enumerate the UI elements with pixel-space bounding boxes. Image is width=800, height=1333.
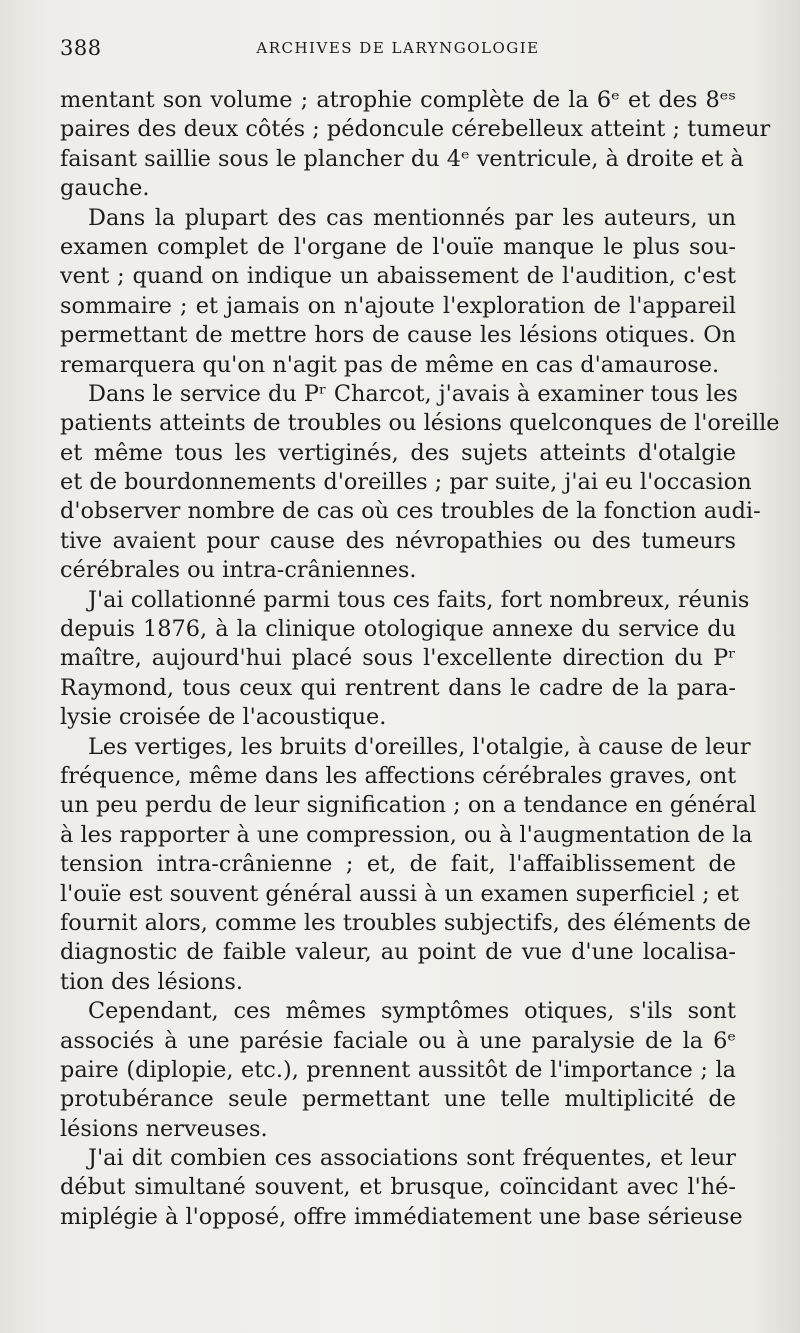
text-line: associés à une parésie faciale ou à une paralysie de la 6ᵉ	[60, 1027, 736, 1054]
page-header	[60, 36, 736, 66]
text-line: fréquence, même dans les affections cérébrales graves, ont	[60, 762, 737, 789]
text-line: lysie croisée de l'acoustique.	[60, 704, 387, 731]
text-line: et même tous les vertiginés, des sujets atteints d'otalgie	[60, 439, 736, 466]
text-line: un peu perdu de leur signification ; on a tendance en général	[60, 792, 757, 819]
text-line: patients atteints de troubles ou lésions quelconques de l'oreille	[60, 410, 780, 437]
text-line: J'ai collationné parmi tous ces faits, fort nombreux, réunis	[88, 586, 750, 613]
text-line: à les rapporter à une compression, ou à l'augmentation de la	[60, 821, 753, 848]
text-line: Dans le service du Pʳ Charcot, j'avais à examiner tous les	[88, 380, 738, 407]
text-line: J'ai dit combien ces associations sont fréquentes, et leur	[88, 1145, 736, 1172]
text-line: Raymond, tous ceux qui rentrent dans le cadre de la para-	[60, 674, 736, 701]
text-line: cérébrales ou intra-crâniennes.	[60, 557, 417, 584]
text-line: et de bourdonnements d'oreilles ; par suite, j'ai eu l'occasion	[60, 469, 752, 496]
text-line: l'ouïe est souvent général aussi à un examen superficiel ; et	[60, 880, 739, 907]
running-head: ARCHIVES DE LARYNGOLOGIE	[256, 39, 540, 57]
text-line: paires des deux côtés ; pédoncule cérebelleux atteint ; tumeur	[60, 116, 771, 143]
text-line: d'observer nombre de cas où ces troubles de la fonction audi-	[60, 498, 761, 525]
text-line: depuis 1876, à la clinique otologique annexe du service du	[60, 616, 736, 643]
text-line: lésions nerveuses.	[60, 1115, 268, 1142]
text-line: tion des lésions.	[60, 968, 243, 995]
text-line: mentant son volume ; atrophie complète de la 6ᵉ et des 8ᵉˢ	[60, 87, 736, 113]
text-line: sommaire ; et jamais on n'ajoute l'exploration de l'appareil	[60, 292, 736, 319]
text-line: Les vertiges, les bruits d'oreilles, l'otalgie, à cause de leur	[88, 733, 751, 760]
text-line: faisant saillie sous le plancher du 4ᵉ ventricule, à droite et à	[60, 145, 744, 172]
text-line: paire (diplopie, etc.), prennent aussitôt de l'importance ; la	[60, 1056, 736, 1083]
text-line: miplégie à l'opposé, offre immédiatement une base sérieuse	[60, 1203, 743, 1230]
text-line: diagnostic de faible valeur, au point de vue d'une localisa-	[60, 939, 736, 966]
text-line: Cependant, ces mêmes symptômes otiques, s'ils sont	[88, 998, 736, 1025]
text-line: tension intra-crânienne ; et, de fait, l'affaiblissement de	[60, 851, 736, 878]
body-text	[60, 86, 780, 1232]
text-line: gauche.	[60, 175, 150, 202]
text-line: examen complet de l'organe de l'ouïe manque le plus sou-	[60, 233, 736, 260]
text-line: fournit alors, comme les troubles subjectifs, des éléments de	[60, 909, 751, 936]
text-line: protubérance seule permettant une telle multiplicité de	[60, 1086, 736, 1113]
text-line: remarquera qu'on n'agit pas de même en cas d'amaurose.	[60, 351, 720, 378]
text-line: Dans la plupart des cas mentionnés par les auteurs, un	[88, 204, 736, 231]
text-line: tive avaient pour cause des névropathies ou des tumeurs	[60, 527, 736, 554]
text-line: maître, aujourd'hui placé sous l'excellente direction du Pʳ	[60, 645, 736, 672]
text-line: début simultané souvent, et brusque, coïncidant avec l'hé-	[60, 1174, 736, 1201]
text-line: permettant de mettre hors de cause les lésions otiques. On	[60, 322, 736, 349]
text-line: vent ; quand on indique un abaissement de l'audition, c'est	[60, 263, 736, 290]
page-number: 388	[60, 36, 102, 60]
